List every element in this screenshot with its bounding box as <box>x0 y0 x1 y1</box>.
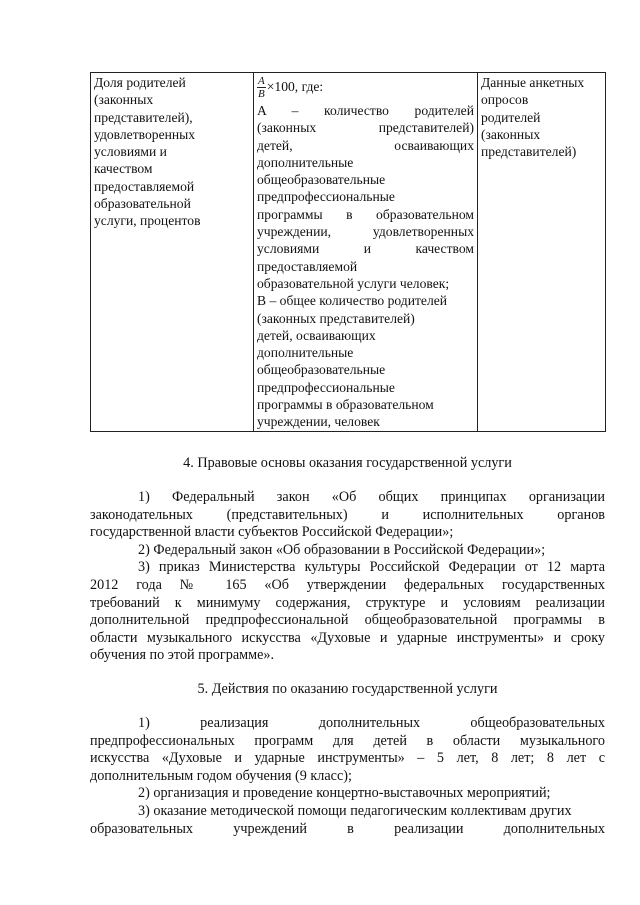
formula-cell <box>254 73 478 432</box>
cell-line: условиями и <box>94 144 167 160</box>
cell-line: представителей) <box>481 144 577 160</box>
indicator-name-cell <box>91 73 254 432</box>
cell-line: детей, осваивающих <box>257 327 376 343</box>
section-4-body <box>90 489 605 665</box>
cell-line: услуги, процентов <box>94 213 201 229</box>
text-line: области музыкального искусства «Духовые и ударные инструменты» и сроку <box>90 629 605 646</box>
text-line: 2) организация и проведение концертно-выставочных мероприятий; <box>138 785 551 802</box>
cell-line: предпрофессиональные <box>257 379 395 395</box>
cell-line: программы в образовательном <box>257 206 474 222</box>
cell-line: (законных <box>481 126 541 142</box>
cell-line: программы в образовательном <box>257 397 434 413</box>
cell-line: B – общее количество родителей <box>257 293 448 309</box>
cell-line: дополнительные <box>257 154 354 170</box>
cell-line: удовлетворенных <box>94 126 196 142</box>
formula <box>257 72 474 102</box>
cell-line: предоставляемой <box>257 258 358 274</box>
fraction-numerator: A <box>258 74 265 87</box>
fraction <box>257 75 266 100</box>
cell-line: (законных представителей) <box>257 120 474 136</box>
cell-line: качеством <box>94 161 153 177</box>
section-5-body <box>90 715 605 838</box>
cell-line: образовательной услуги человек; <box>257 275 450 291</box>
data-source-cell <box>478 73 606 432</box>
cell-line: общеобразовательные <box>257 362 386 378</box>
section-5-heading: 5. Действия по оказанию государственной услуги <box>197 681 498 697</box>
cell-line: условиями и качеством <box>257 241 474 257</box>
cell-line: A – количество родителей <box>257 103 474 118</box>
cell-line: учреждении, человек <box>257 414 380 430</box>
indicator-table <box>90 72 606 432</box>
cell-line: Доля родителей <box>94 75 186 90</box>
text-line: 1) реализация дополнительных общеобразовательных <box>138 715 605 731</box>
text-line: законодательных (представительных) и исполнительных органов <box>90 506 605 523</box>
text-line: искусства «Духовые и ударные инструменты» – 5 лет, 8 лет; 8 лет с <box>90 750 605 767</box>
cell-line: общеобразовательные <box>257 172 386 188</box>
text-line: дополнительной предпрофессиональной общеобразовательной программы в <box>90 612 605 629</box>
fraction-denominator: B <box>258 87 265 100</box>
text-line: требований к минимуму содержания, структуре и условиям реализации <box>90 594 605 611</box>
text-line: государственной власти субъектов Российской Федерации»; <box>90 524 454 541</box>
cell-line: (законных представителей) <box>257 310 415 326</box>
table-row <box>91 73 606 432</box>
text-line: 1) Федеральный закон «Об общих принципах организации <box>138 489 605 505</box>
cell-line: предпрофессиональные <box>257 189 395 205</box>
text-line: 2) Федеральный закон «Об образовании в Российской Федерации»; <box>138 541 546 558</box>
cell-line: Данные анкетных <box>481 75 585 90</box>
cell-line: родителей <box>481 109 541 125</box>
cell-line: дополнительные <box>257 345 354 361</box>
cell-line: (законных <box>94 92 154 108</box>
text-line: предпрофессиональных программ для детей в области музыкального <box>90 732 605 749</box>
text-line: 3) оказание методической помощи педагогическим коллективам других <box>138 802 572 819</box>
formula-tail: ×100, где: <box>266 79 324 95</box>
cell-line: представителей), <box>94 109 193 125</box>
section-4-heading: 4. Правовые основы оказания государственной услуги <box>183 455 512 471</box>
cell-line: детей, осваивающих <box>257 137 474 153</box>
cell-line: опросов <box>481 92 529 108</box>
cell-line: учреждении, удовлетворенных <box>257 224 474 240</box>
cell-line: образовательной <box>94 196 191 212</box>
cell-line: предоставляемой <box>94 178 195 194</box>
text-line: 2012 года № 165 «Об утверждении федеральных государственных <box>90 576 605 593</box>
text-line: образовательных учреждений в реализации дополнительных <box>90 820 605 837</box>
text-line: 3) приказ Министерства культуры Российской Федерации от 12 марта <box>138 559 605 576</box>
text-line: дополнительным годом обучения (9 класс); <box>90 767 352 784</box>
text-line: обучения по этой программе». <box>90 647 275 664</box>
